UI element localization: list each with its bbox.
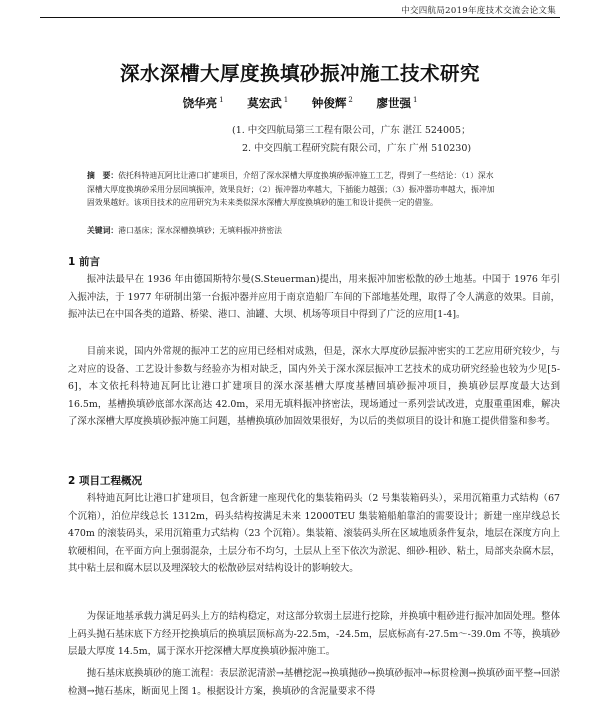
section-heading: 2 项目工程概况 <box>68 475 142 487</box>
paragraph: 振冲法最早在 1936 年由德国斯特尔曼(S.Steuerman)提出，用来振冲加密松散的砂土地基。中国于 1976 年引入振冲法，于 1977 年研制出第一台振冲器并应用于南京造船厂车间的下部地基处理，取得了令人满意的效果。目前，振冲法已在中国各类的道路、桥梁、港口、油罐、大坝、机场等项目中得到了广泛的应用[1-4]。 <box>68 274 560 321</box>
paragraph: 为保证地基承载力满足码头上方的结构稳定，对这部分软弱土层进行挖除，并换填中粗砂进行振冲加固处理。整体上码头抛石基床底下方经开挖换填后的换填层顶标高为-22.5m，-24.5m，层底标高有-27.5m～-39.0m 不等，换填砂层最大厚度 14.5m，属于深水开挖深槽大厚度换填砂振冲施工。 <box>68 611 560 658</box>
author: 莫宏武 $^1$ <box>247 96 289 110</box>
running-header: 中交四航局2019年度技术交流会论文集 <box>401 6 556 16</box>
keywords-label: 关键词： <box>87 226 119 235</box>
paragraph: 目前来说，国内外常规的振冲工艺的应用已经相对成熟，但是，深水大厚度砂层振冲密实的工艺应用研究较少，与之对应的设备、工艺设计参数与经验亦为相对缺乏，国内外关于深水深层振冲工艺技术的成功研究经验也较为少见[5-6]，本文依托科特迪瓦阿比让港口扩建项目的深水深基槽大厚度基槽回填砂振冲项目，换填砂层厚度最大达到 16.5m，基槽换填砂底部水深高达 42.0m，采用无填料振冲挤密法，现场通过一系列尝试改进，克服重重困难，解决了深水深槽大厚度换填砂振冲施工问题，基槽换填砂加固效果很好，为以后的类似项目的设计和施工提供借鉴和参考。 <box>68 346 560 428</box>
paragraph: 科特迪瓦阿比让港口扩建项目，包含新建一座现代化的集装箱码头（2 号集装箱码头），采用沉箱重力式结构（67 个沉箱），泊位岸线总长 1312m，码头结构按满足未来 12000TEU 集装箱船舶靠泊的需要设计；新建一座岸线总长 470m 的滚装码头，采用沉箱重力式结构（23 个沉箱）。集装箱、滚装码头所在区域地质条件复杂，地层在深度方向上软硬相间，在平面方向上强弱混杂，土层分布不均匀，土层从上至下依次为淤泥、细砂-粗砂、粘土，局部夹杂腐木层，其中粘土层和腐木层以及埋深较大的松散砂层对结构设计的影响较大。 <box>68 493 560 575</box>
abstract-text: 依托科特迪瓦阿比让港口扩建项目，介绍了深水深槽大厚度换填砂振冲施工工艺，得到了一些结论：（1）深水深槽大厚度换填砂采用分层回填振冲，效果良好；（2）振冲器功率越大，下插能力越强；（3）振冲器功率越大，振冲加固效果越好。该项目技术的应用研究为未来类似深水深槽大厚度换填砂的施工和设计提供一定的借鉴。 <box>87 171 495 208</box>
keywords <box>87 224 500 238</box>
paper-title: 深水深槽大厚度换填砂振冲施工技术研究 <box>119 62 480 85</box>
section-heading: 1 前言 <box>68 256 100 268</box>
author: 饶华亮 $^1$ <box>182 96 224 110</box>
author: 钟俊辉 $^2$ <box>311 96 353 110</box>
keywords-text: 港口基床；深水深槽换填砂；无填料振冲挤密法 <box>118 226 282 235</box>
author: 廖世强 $^1$ <box>376 96 418 110</box>
abstract-label: 摘 要： <box>87 171 119 180</box>
abstract <box>87 169 500 210</box>
affiliation-line: (1. 中交四航局第三工程有限公司，广东 湛江 524005； <box>232 125 471 136</box>
affiliation-line: 2. 中交四航工程研究院有限公司，广东 广州 510230) <box>242 143 472 154</box>
paragraph: 抛石基床底换填砂的施工流程：表层淤泥清淤→基槽挖泥→换填抛砂→换填砂振冲→标贯检测→换填砂面平整→回淤检测→抛石基床，断面见上图 1。根据设计方案，换填砂的含泥量要求不得 <box>68 668 560 697</box>
header-rule <box>40 17 560 18</box>
author-list <box>0 95 600 111</box>
